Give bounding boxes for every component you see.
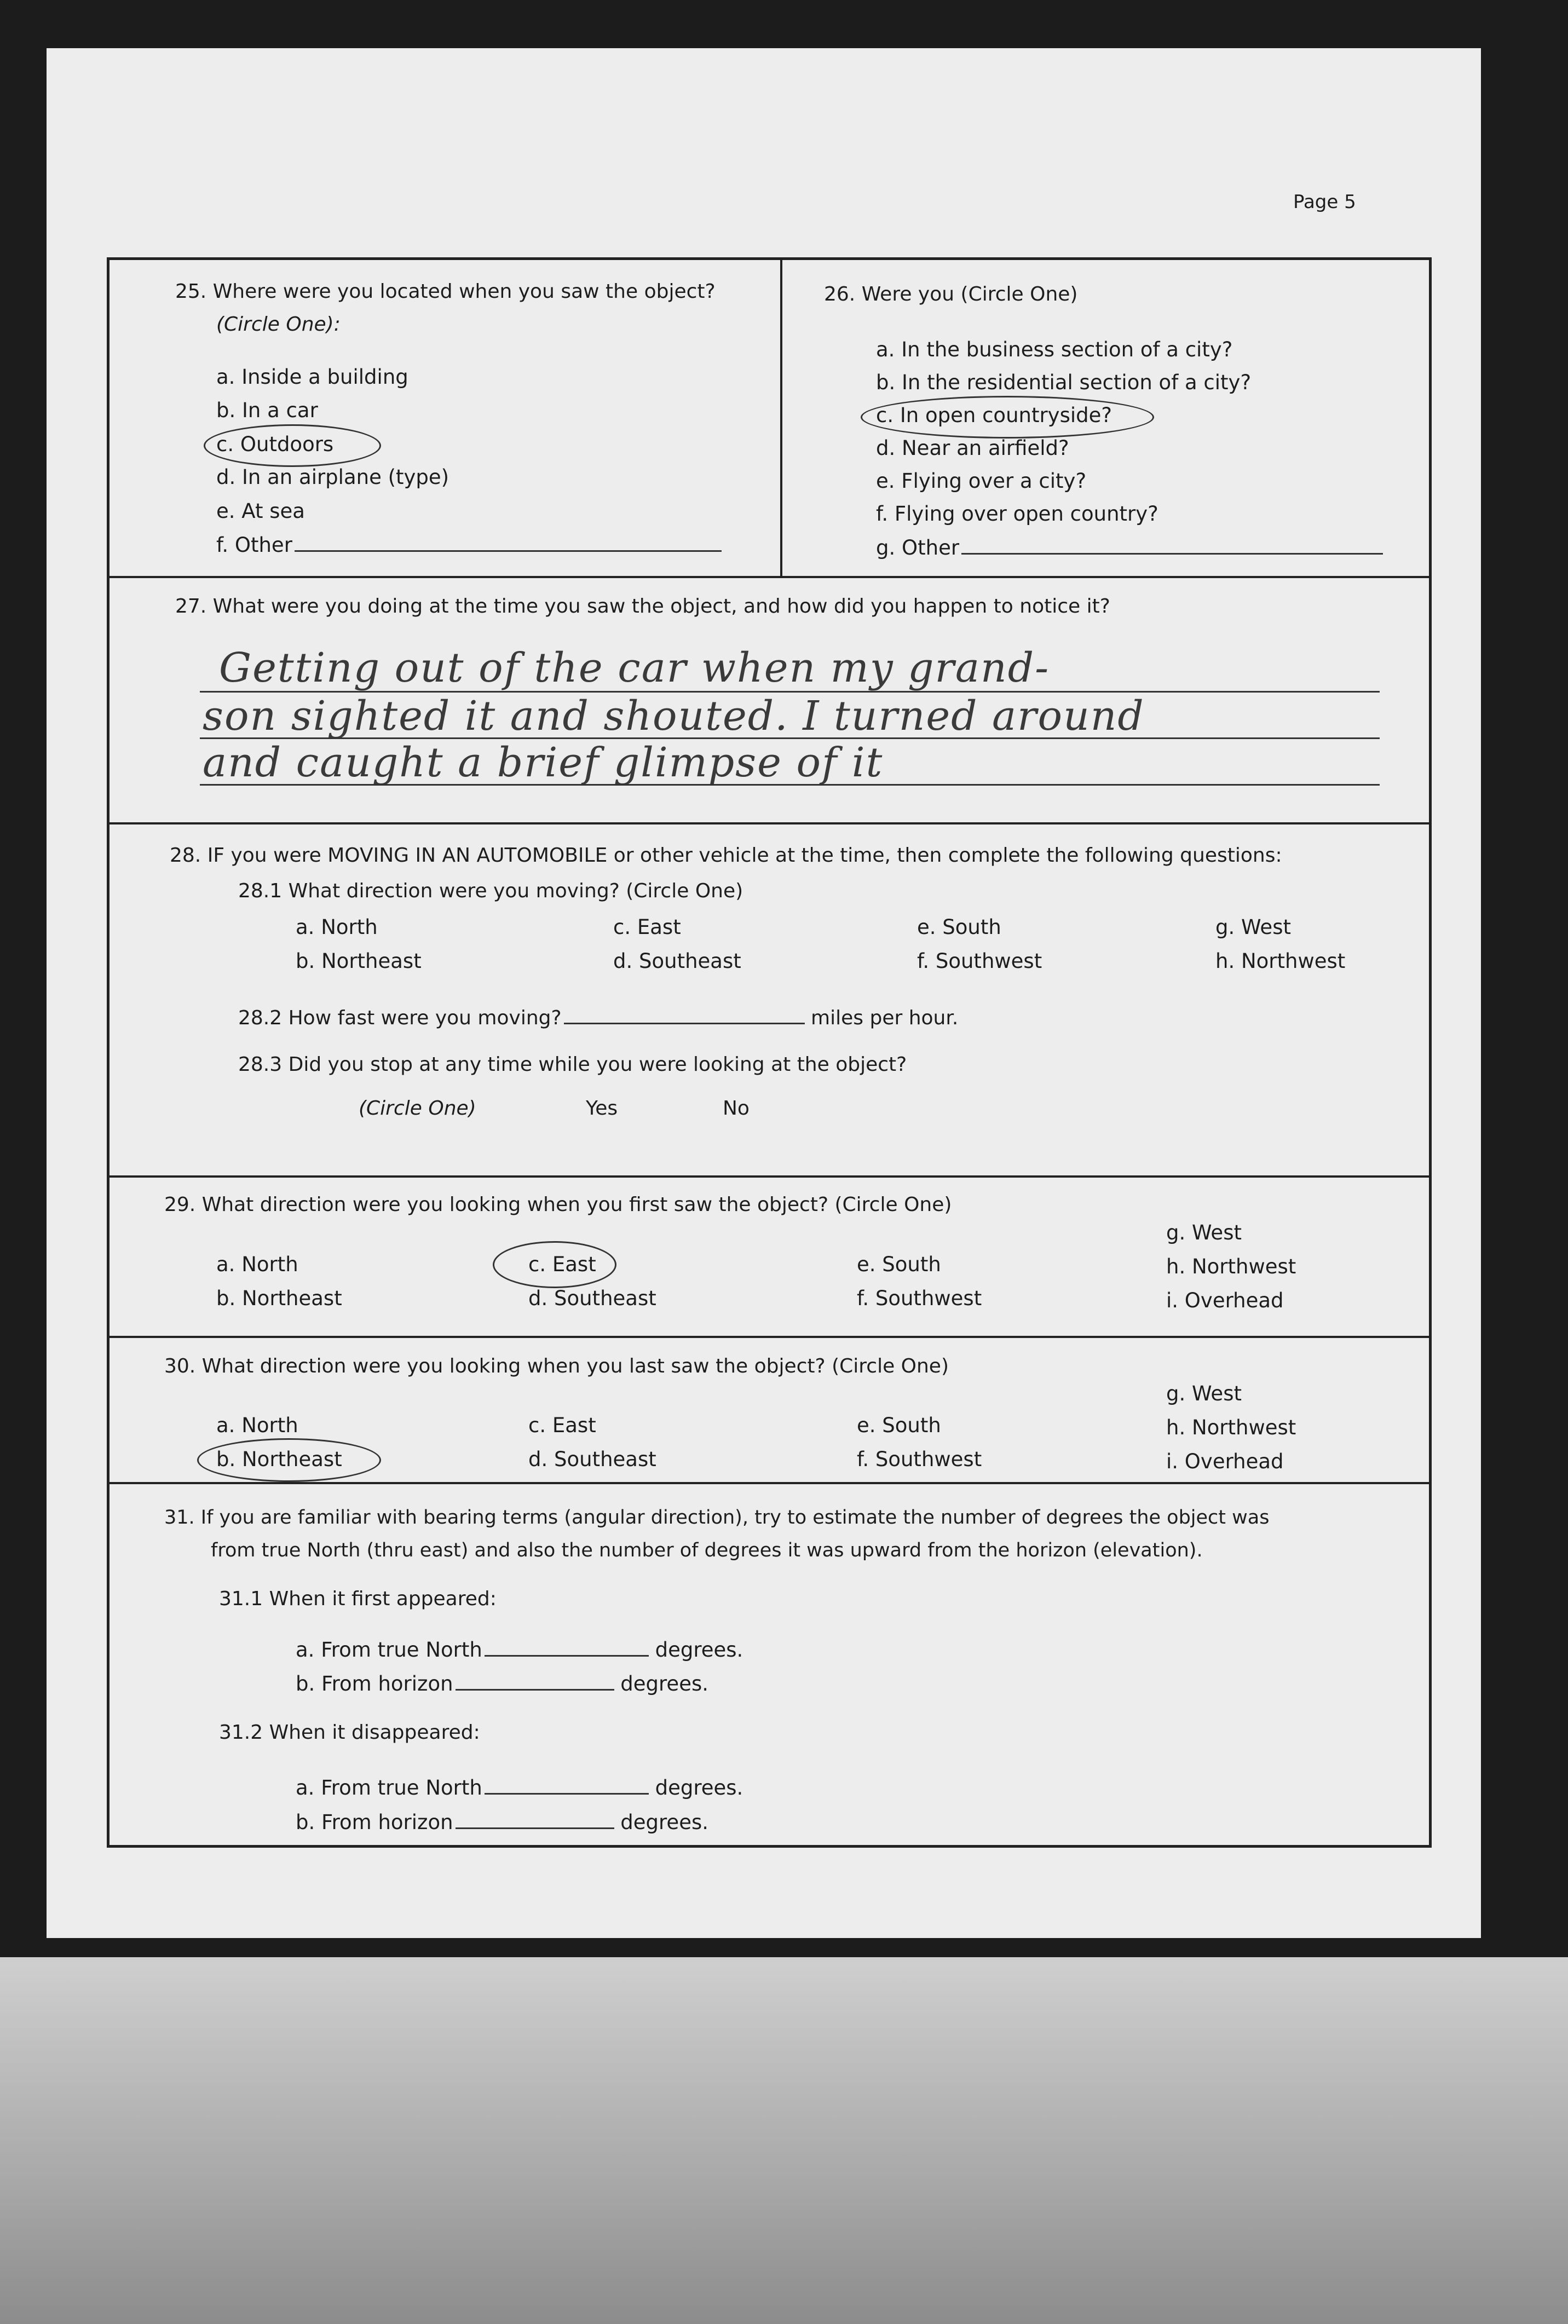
q30-option-c: c. East — [528, 1414, 596, 1437]
q31-1-heading: 31.1 When it first appeared: — [219, 1588, 497, 1610]
q29-option-g: g. West — [1166, 1221, 1242, 1244]
q28-3-no: No — [723, 1097, 750, 1120]
divider-27 — [109, 576, 1429, 578]
q26-option-f: f. Flying over open country? — [876, 502, 1158, 526]
q31-2-heading: 31.2 When it disappeared: — [219, 1721, 480, 1744]
q27-answer-line-2: son sighted it and shouted. I turned around — [203, 693, 1145, 740]
q30-option-i: i. Overhead — [1166, 1450, 1284, 1473]
q31-2-true-north: a. From true North degrees. — [296, 1776, 743, 1800]
q25-option-e: e. At sea — [216, 499, 305, 523]
q30-option-h: h. Northwest — [1166, 1416, 1296, 1439]
q30-option-g: g. West — [1166, 1382, 1242, 1405]
q28-1-option-g: g. West — [1215, 915, 1291, 939]
q29-option-a: a. North — [216, 1253, 298, 1276]
q25-option-b: b. In a car — [216, 399, 318, 422]
q25-option-f: f. Other — [216, 534, 722, 555]
page-number: Page 5 — [1293, 191, 1356, 213]
q26-option-e: e. Flying over a city? — [876, 469, 1087, 493]
q29-selection-circle — [493, 1241, 616, 1288]
q28-1-option-c: c. East — [613, 915, 681, 939]
q27-answer-line-3: and caught a brief glimpse of it — [203, 739, 884, 786]
q30-option-b: b. Northeast — [216, 1448, 342, 1471]
q30-option-e: e. South — [857, 1414, 941, 1437]
q28-1-option-e: e. South — [917, 915, 1001, 939]
q30-question: 30. What direction were you looking when you last saw the object? (Circle One) — [164, 1355, 949, 1377]
q29-option-h: h. Northwest — [1166, 1255, 1296, 1278]
q31-1-horizon: b. From horizon degrees. — [296, 1672, 708, 1696]
q26-option-c: c. In open countryside? — [876, 403, 1112, 427]
q28-1-option-b: b. Northeast — [296, 949, 422, 973]
q31-1-true-north: a. From true North degrees. — [296, 1638, 743, 1662]
q28-2-question: 28.2 How fast were you moving? miles per hour. — [238, 1007, 959, 1029]
q25-circle-note: (Circle One): — [216, 313, 341, 336]
q25-option-a: a. Inside a building — [216, 365, 408, 389]
q28-3-circle-note: (Circle One) — [359, 1097, 476, 1120]
q26-option-d: d. Near an airfield? — [876, 436, 1069, 460]
q28-1-option-h: h. Northwest — [1215, 949, 1346, 973]
q29-option-b: b. Northeast — [216, 1287, 342, 1310]
q28-3-yes: Yes — [586, 1097, 618, 1120]
q28-1-option-f: f. Southwest — [917, 949, 1042, 973]
q27-question: 27. What were you doing at the time you saw the object, and how did you happen to notice it? — [175, 595, 1110, 618]
q28-1-option-d: d. Southeast — [613, 949, 741, 973]
divider-31 — [109, 1482, 1429, 1484]
q25-option-c: c. Outdoors — [216, 432, 334, 456]
q26-option-g: g. Other — [876, 537, 1383, 558]
q25-q26-divider — [780, 260, 782, 578]
q29-option-e: e. South — [857, 1253, 941, 1276]
q26-question: 26. Were you (Circle One) — [824, 283, 1078, 305]
q28-1-question: 28.1 What direction were you moving? (Circle One) — [238, 880, 743, 902]
divider-30 — [109, 1336, 1429, 1338]
q31-question-line-2: from true North (thru east) and also the number of degrees it was upward from the horizon (elevation). — [211, 1539, 1203, 1561]
q29-option-i: i. Overhead — [1166, 1289, 1284, 1312]
scan-background — [0, 1957, 1568, 2324]
questionnaire-form — [107, 257, 1432, 1848]
q31-2-horizon: b. From horizon degrees. — [296, 1810, 708, 1834]
q26-option-a: a. In the business section of a city? — [876, 338, 1233, 361]
q28-question: 28. IF you were MOVING IN AN AUTOMOBILE or other vehicle at the time, then complete the following questions: — [170, 844, 1282, 867]
q29-option-d: d. Southeast — [528, 1287, 656, 1310]
q30-option-d: d. Southeast — [528, 1448, 656, 1471]
q30-option-a: a. North — [216, 1414, 298, 1437]
q30-option-f: f. Southwest — [857, 1448, 982, 1471]
q26-selection-circle — [861, 396, 1154, 439]
divider-29 — [109, 1175, 1429, 1178]
q25-option-d: d. In an airplane (type) — [216, 465, 449, 489]
divider-28 — [109, 822, 1429, 824]
q30-selection-circle — [197, 1438, 381, 1482]
q29-option-f: f. Southwest — [857, 1287, 982, 1310]
q28-3-question: 28.3 Did you stop at any time while you were looking at the object? — [238, 1053, 907, 1076]
q28-1-option-a: a. North — [296, 915, 378, 939]
q31-question-line-1: 31. If you are familiar with bearing terms (angular direction), try to estimate the number of degrees the object was — [164, 1507, 1270, 1529]
q25-question: 25. Where were you located when you saw the object? — [175, 280, 716, 303]
q27-answer-rule-3 — [200, 784, 1380, 786]
q25-selection-circle — [204, 424, 381, 467]
q29-question: 29. What direction were you looking when you first saw the object? (Circle One) — [164, 1193, 952, 1216]
q26-option-b: b. In the residential section of a city? — [876, 371, 1252, 394]
q29-option-c: c. East — [528, 1253, 596, 1276]
q27-answer-line-1: Getting out of the car when my grand- — [219, 644, 1050, 691]
